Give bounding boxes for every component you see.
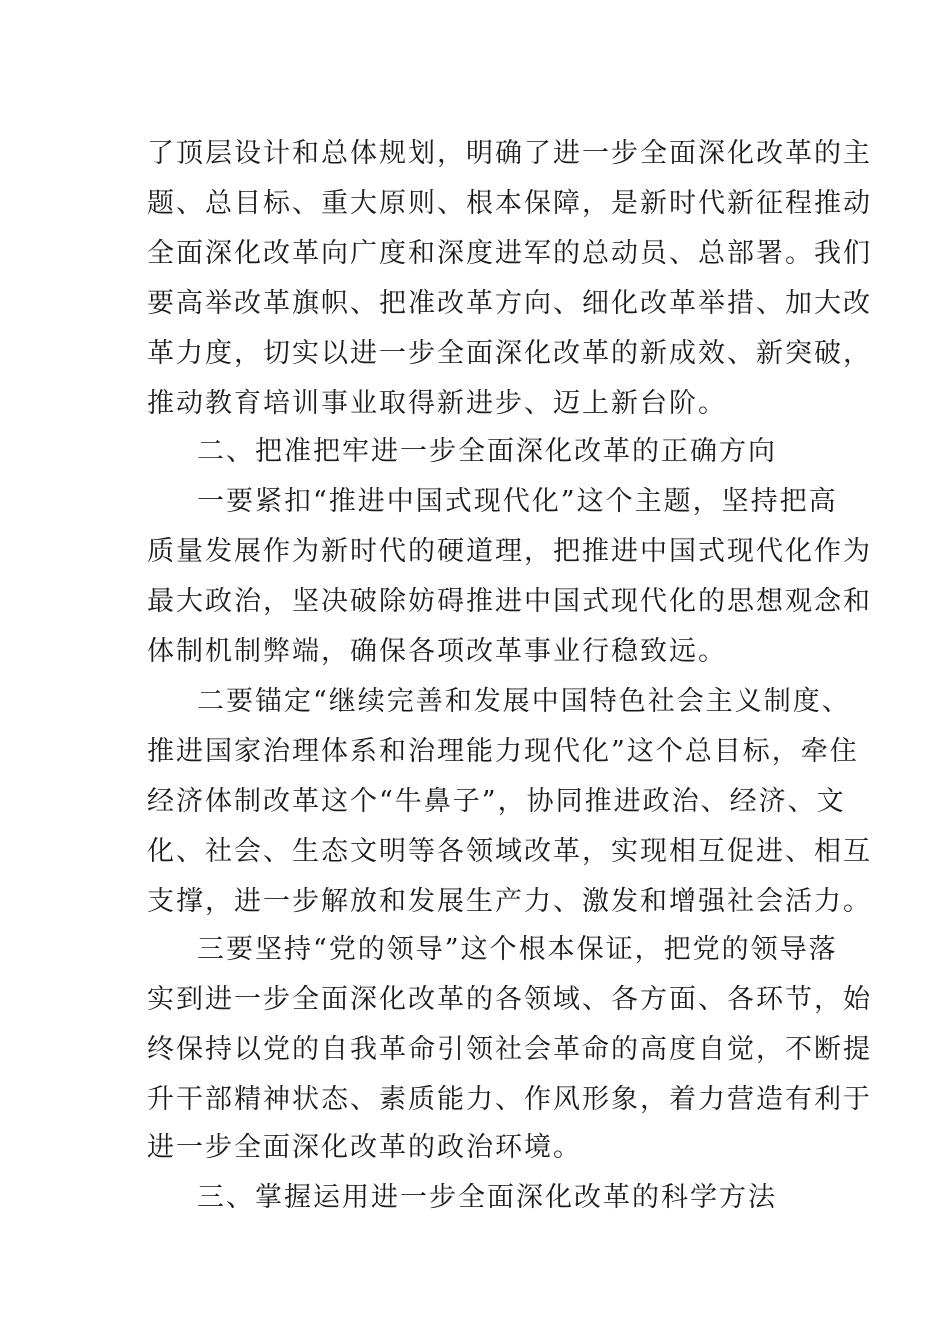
body-text-line: 终保持以党的自我革命引领社会革命的高度自觉，不断提	[147, 1034, 872, 1065]
body-text-line: 要高举改革旗帜、把准改革方向、细化改革举措、加大改	[147, 288, 872, 319]
body-text-line: 全面深化改革向广度和深度进军的总动员、总部署。我们	[147, 238, 872, 269]
body-text-line: 推动教育培训事业取得新进步、迈上新台阶。	[147, 388, 727, 419]
body-text-line: 最大政治，坚决破除妨碍推进中国式现代化的思想观念和	[147, 586, 872, 617]
body-text-line: 体制机制弊端，确保各项改革事业行稳致远。	[147, 636, 727, 667]
body-text-line: 一要紧扣“推进中国式现代化”这个主题，坚持把高	[197, 486, 838, 517]
body-text-line: 二要锚定“继续完善和发展中国特色社会主义制度、	[197, 686, 851, 717]
body-text-line: 进一步全面深化改革的政治环境。	[147, 1132, 582, 1163]
body-text-line: 化、社会、生态文明等各领域改革，实现相互促进、相互	[147, 836, 872, 867]
body-text-line: 质量发展作为新时代的硬道理，把推进中国式现代化作为	[147, 536, 872, 567]
body-text-line: 三要坚持“党的领导”这个根本保证，把党的领导落	[197, 934, 838, 965]
section-heading-3: 三、掌握运用进一步全面深化改革的科学方法	[197, 1182, 777, 1213]
body-text-line: 实到进一步全面深化改革的各领域、各方面、各环节，始	[147, 984, 872, 1015]
body-text-line: 支撑，进一步解放和发展生产力、激发和增强社会活力。	[147, 886, 872, 917]
body-text-line: 升干部精神状态、素质能力、作风形象，着力营造有利于	[147, 1084, 872, 1115]
body-text-line: 了顶层设计和总体规划，明确了进一步全面深化改革的主	[147, 138, 872, 169]
body-text-line: 题、总目标、重大原则、根本保障，是新时代新征程推动	[147, 188, 872, 219]
body-text-line: 革力度，切实以进一步全面深化改革的新成效、新突破，	[147, 338, 872, 369]
body-text-line: 推进国家治理体系和治理能力现代化”这个总目标，牵住	[147, 736, 859, 767]
section-heading-2: 二、把准把牢进一步全面深化改革的正确方向	[197, 436, 777, 467]
body-text-line: 经济体制改革这个“牛鼻子”，协同推进政治、经济、文	[147, 786, 846, 817]
